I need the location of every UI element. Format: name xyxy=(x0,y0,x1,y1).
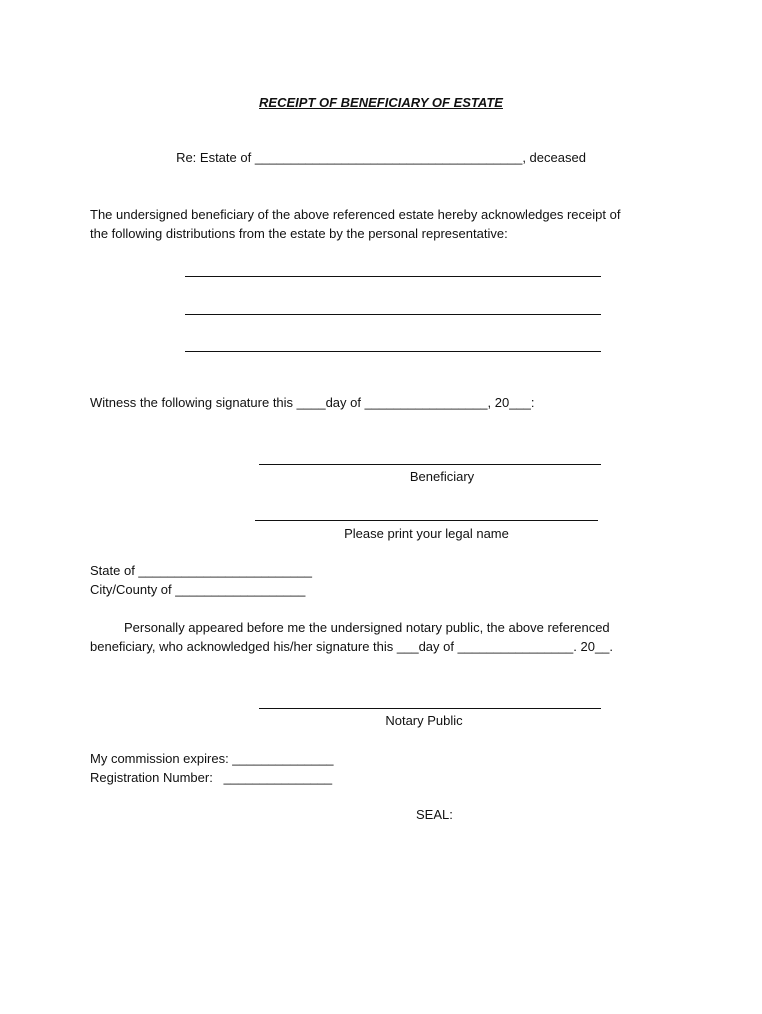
notary-paragraph-line-2: beneficiary, who acknowledged his/her signature this ___day of ________________. 20__. xyxy=(90,639,614,654)
seal-label: SEAL: xyxy=(416,807,453,822)
estate-of-line: Re: Estate of _____________________________________, deceased xyxy=(176,150,586,165)
notary-public-label: Notary Public xyxy=(385,713,463,728)
state-of-line: State of ________________________ xyxy=(90,563,312,578)
print-name-label: Please print your legal name xyxy=(344,526,509,541)
commission-expires-line: My commission expires: ______________ xyxy=(90,751,334,766)
witness-line: Witness the following signature this ____day of _________________, 20___: xyxy=(90,395,535,410)
printed-name-line xyxy=(255,520,598,521)
city-county-line: City/County of __________________ xyxy=(90,582,306,597)
distribution-line-3 xyxy=(185,351,601,352)
distribution-line-2 xyxy=(185,314,601,315)
intro-line-1: The undersigned beneficiary of the above referenced estate hereby acknowledges receipt of xyxy=(90,207,621,222)
notary-paragraph-line-1: Personally appeared before me the undersigned notary public, the above referenced xyxy=(124,620,610,635)
registration-number-line: Registration Number: _______________ xyxy=(90,770,333,785)
distribution-line-1 xyxy=(185,276,601,277)
beneficiary-label: Beneficiary xyxy=(409,469,475,484)
notary-signature-line xyxy=(259,708,601,709)
document-title: RECEIPT OF BENEFICIARY OF ESTATE xyxy=(259,95,503,110)
intro-line-2: the following distributions from the estate by the personal representative: xyxy=(90,226,508,241)
beneficiary-signature-line xyxy=(259,464,601,465)
